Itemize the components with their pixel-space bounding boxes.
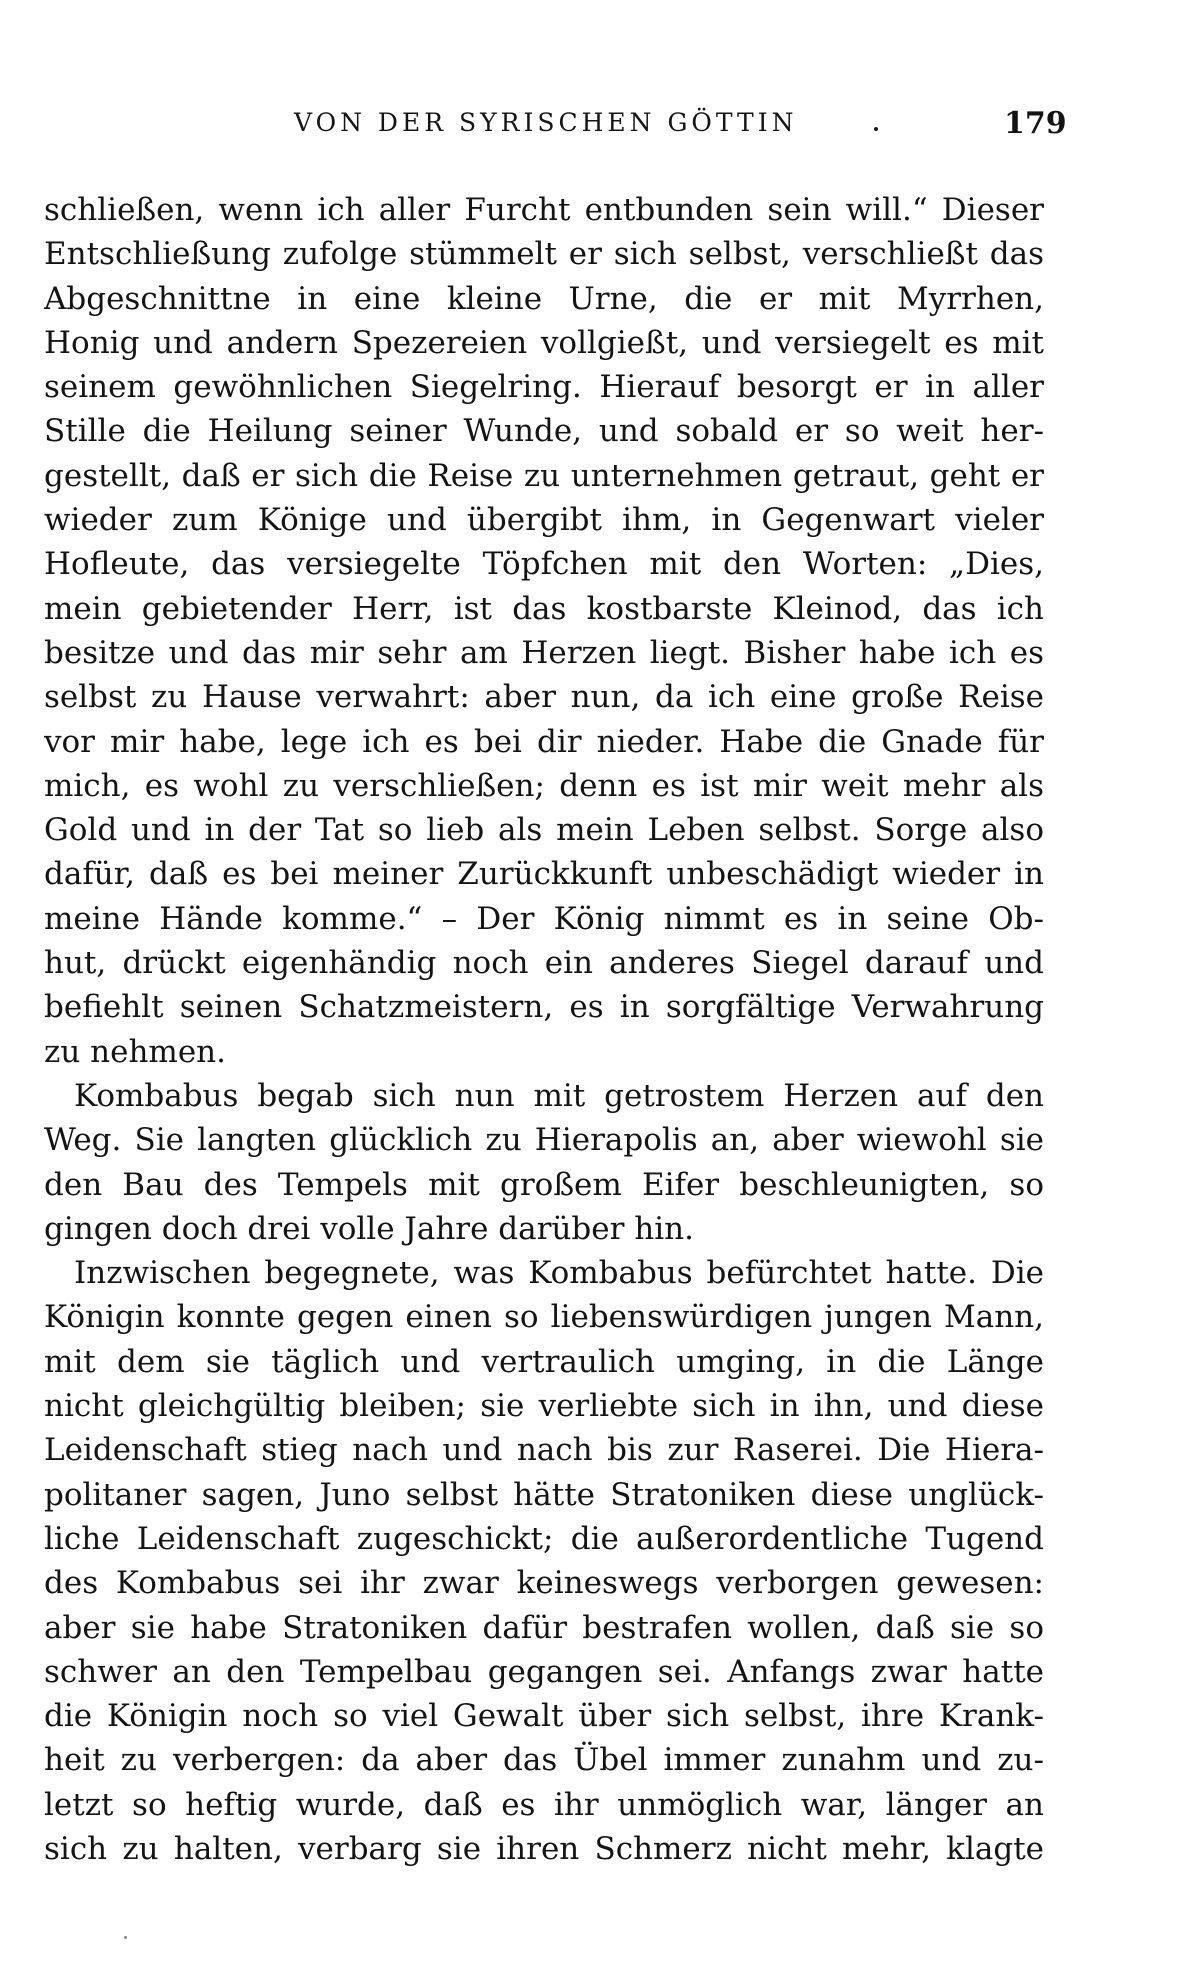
text-line: des Kombabus sei ihr zwar keineswegs verborgen gewesen: xyxy=(44,1565,1044,1602)
text-line: dafür, daß es bei meiner Zurückkunft unbeschädigt wieder in xyxy=(44,856,1044,893)
header-dot xyxy=(874,127,878,131)
text-line: Entschließung zufolge stümmelt er sich selbst, verschließt das xyxy=(44,236,1044,273)
running-head xyxy=(44,106,1067,148)
body-text xyxy=(44,188,1044,1871)
text-line: schließen, wenn ich aller Furcht entbunden sein will.“ Dieser xyxy=(44,192,1044,228)
text-line: Leidenschaft stieg nach und nach bis zur Raserei. Die Hiera- xyxy=(44,1432,1044,1469)
text-line: hut, drückt eigenhändig noch ein anderes Siegel darauf und xyxy=(44,945,1044,982)
text-line: mich, es wohl zu verschließen; denn es ist mir weit mehr als xyxy=(44,767,1044,804)
text-line: meine Hände komme.“ – Der König nimmt es in seine Ob- xyxy=(44,900,1044,937)
text-line: Königin konnte gegen einen so liebenswürdigen jungen Mann, xyxy=(44,1299,1044,1336)
paragraph-start-line: Inzwischen begegnete, was Kombabus befürchtet hatte. Die xyxy=(74,1255,1044,1292)
text-line: Weg. Sie langten glücklich zu Hierapolis an, aber wiewohl sie xyxy=(44,1122,1044,1159)
text-line: gestellt, daß er sich die Reise zu unternehmen getraut, geht er xyxy=(44,457,1044,494)
text-line: schwer an den Tempelbau gegangen sei. Anfangs zwar hatte xyxy=(44,1653,1044,1690)
paragraph-end-line: gingen doch drei volle Jahre darüber hin. xyxy=(44,1210,694,1247)
text-line: nicht gleichgültig bleiben; sie verliebte sich in ihn, und diese xyxy=(44,1388,1044,1425)
text-line: sich zu halten, verbarg sie ihren Schmerz nicht mehr, klagte xyxy=(44,1830,1044,1867)
text-line: liche Leidenschaft zugeschickt; die außerordentliche Tugend xyxy=(44,1520,1044,1557)
paragraph-end-line: zu nehmen. xyxy=(44,1033,226,1070)
page-speck xyxy=(124,1936,127,1939)
paragraph-start-line: Kombabus begab sich nun mit getrostem Herzen auf den xyxy=(74,1077,1044,1114)
text-line: politaner sagen, Juno selbst hätte Stratoniken diese unglück- xyxy=(44,1476,1044,1513)
page-number: 179 xyxy=(1004,106,1067,141)
text-line: mit dem sie täglich und vertraulich umging, in die Länge xyxy=(44,1343,1044,1380)
text-line: seinem gewöhnlichen Siegelring. Hierauf besorgt er in aller xyxy=(44,369,1044,406)
text-line: Gold und in der Tat so lieb als mein Leben selbst. Sorge also xyxy=(44,812,1044,849)
text-line: Honig und andern Spezereien vollgießt, und versiegelt es mit xyxy=(44,324,1044,361)
text-line: aber sie habe Stratoniken dafür bestrafen wollen, daß sie so xyxy=(44,1609,1044,1646)
text-line: Stille die Heilung seiner Wunde, und sobald er so weit her- xyxy=(44,413,1044,450)
text-line: befiehlt seinen Schatzmeistern, es in sorgfältige Verwahrung xyxy=(44,989,1044,1026)
text-line: wieder zum Könige und übergibt ihm, in Gegenwart vieler xyxy=(44,502,1044,539)
text-line: den Bau des Tempels mit großem Eifer beschleunigten, so xyxy=(44,1166,1044,1203)
text-line: vor mir habe, lege ich es bei dir nieder. Habe die Gnade für xyxy=(44,723,1044,760)
text-line: Abgeschnittne in eine kleine Urne, die er mit Myrrhen, xyxy=(44,280,1044,317)
text-line: mein gebietender Herr, ist das kostbarste Kleinod, das ich xyxy=(44,590,1044,627)
text-line: die Königin noch so viel Gewalt über sich selbst, ihre Krank- xyxy=(44,1698,1044,1735)
text-line: besitze und das mir sehr am Herzen liegt. Bisher habe ich es xyxy=(44,634,1044,671)
text-line: selbst zu Hause verwahrt: aber nun, da ich eine große Reise xyxy=(44,679,1044,716)
running-title: VON DER SYRISCHEN GÖTTIN xyxy=(294,108,798,137)
text-line: heit zu verbergen: da aber das Übel immer zunahm und zu- xyxy=(44,1742,1044,1779)
text-line: letzt so heftig wurde, daß es ihr unmöglich war, länger an xyxy=(44,1786,1044,1823)
text-line: Hofleute, das versiegelte Töpfchen mit den Worten: „Dies, xyxy=(44,546,1044,583)
